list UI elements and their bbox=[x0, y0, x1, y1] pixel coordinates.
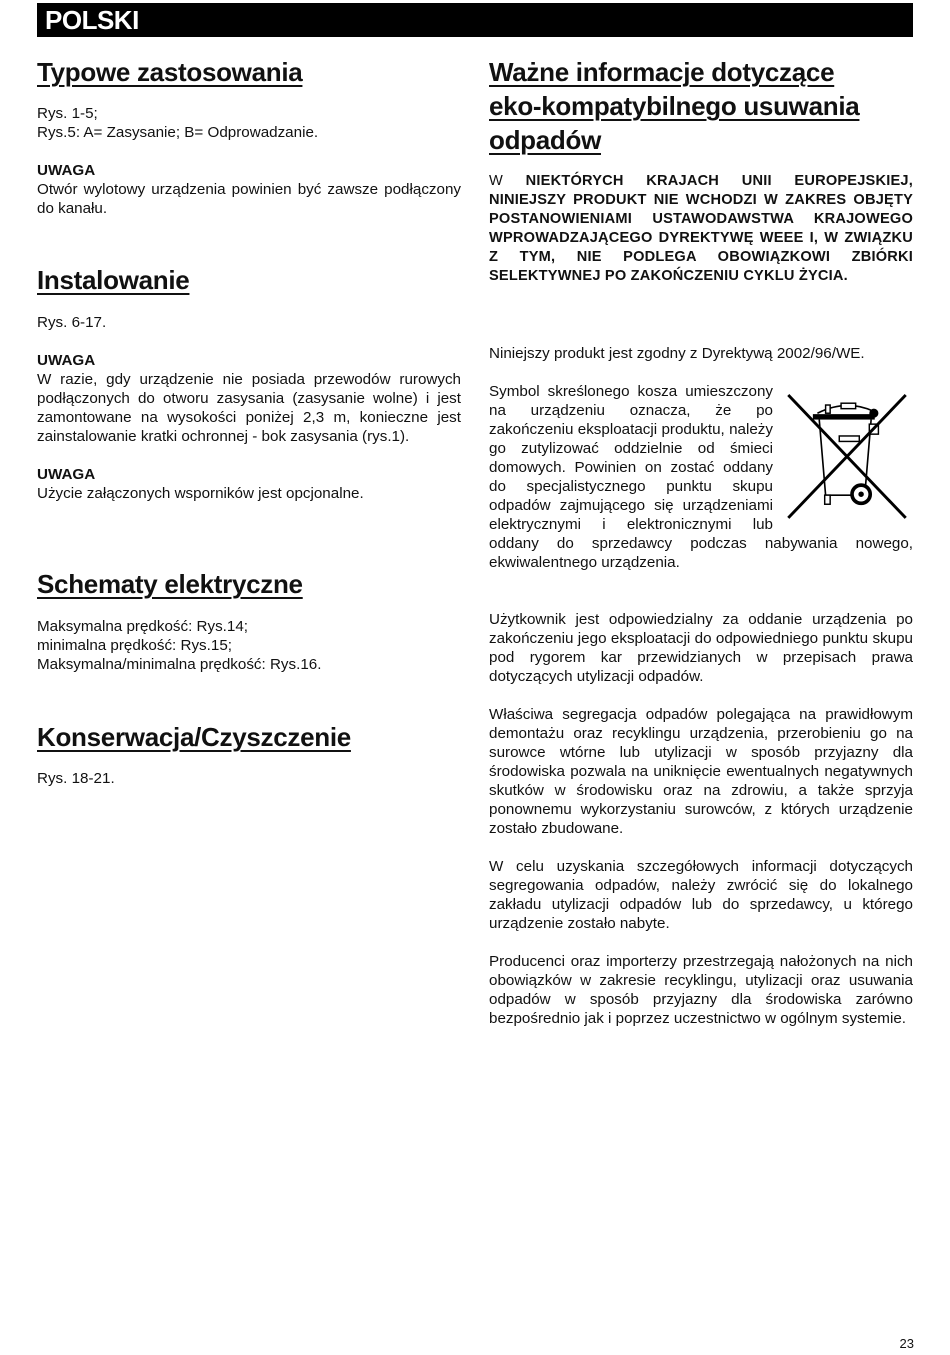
language-label: POLSKI bbox=[45, 5, 139, 35]
heading-disposal-line-2: eko-kompatybilnego usuwania bbox=[489, 91, 860, 121]
language-header-bar bbox=[37, 3, 913, 37]
heading-disposal-line-3: odpadów bbox=[489, 125, 601, 155]
installation-section bbox=[37, 313, 461, 503]
figure-ref: Rys.5: A= Zasysanie; B= Odprowadzanie. bbox=[37, 124, 319, 141]
note-label: UWAGA bbox=[37, 466, 96, 483]
compliance-text: Niniejszy produkt jest zgodny z Dyrektywą 2002/96/WE. bbox=[489, 345, 865, 362]
symbol-explanation: Symbol skreślonego kosza umieszczony na urządzeniu oznacza, że po zakończeniu eksploatacji produktu, należy go zutylizować oddzielnie od śmieci domowych. Powinien on zostać oddany do specjalistycznego punktu skupu odpadów zajmującego się urządzeniami elektrycznymi i elektronicznymi lub oddany do sprzedawcy podczas nabywania nowego, ekwiwalentnego urządzenia. bbox=[489, 383, 913, 571]
crossed-out-wheelie-bin-icon bbox=[781, 382, 913, 530]
figure-ref: Rys. 6-17. bbox=[37, 314, 107, 331]
paragraph-text: Właściwa segregacja odpadów polegająca na prawidłowym demontażu oraz recyklingu urządzenia, przerobieniu go na surowce wtórne lub utylizacji w sposób przyjazny dla środowiska pozwala na uniknięcie ewentualnych negatywnych skutków w środowisku oraz na zdrowiu, a także sprzyja ponownemu wykorzystaniu surowców, z których urządzenie zostało zbudowane. bbox=[489, 706, 913, 837]
warning-first-word: W bbox=[489, 173, 503, 189]
weee-symbol-section bbox=[489, 382, 913, 572]
responsibility-paragraph bbox=[489, 610, 913, 686]
figure-ref: Maksymalna prędkość: Rys.14; bbox=[37, 618, 249, 635]
page-number: 23 bbox=[899, 1336, 914, 1351]
note-label: UWAGA bbox=[37, 352, 96, 369]
paragraph-text: Producenci oraz importerzy przestrzegają nałożonych na nich obowiązków w zakresie recyklingu, utylizacji oraz usuwania odpadów w sposób przyjazny dla środowiska zarówno bezpośrednio jak i poprzez uczestnictwo w ogólnym systemie. bbox=[489, 953, 913, 1027]
maintenance-section bbox=[37, 769, 461, 788]
segregation-paragraph bbox=[489, 705, 913, 838]
paragraph-text: Użytkownik jest odpowiedzialny za oddanie urządzenia po zakończeniu jego eksploatacji do odpowiedniego punktu skupu pod rygorem kar przewidzianych w przepisach prawa dotyczących utylizacji odpadów. bbox=[489, 611, 913, 685]
heading-installation: Instalowanie bbox=[37, 265, 190, 295]
warning-text: NIEKTÓRYCH KRAJACH UNII EUROPEJSKIEJ, NINIEJSZY PRODUKT NIE WCHODZI W ZAKRES OBJĘTY POSTANOWIENIAMI USTAWODAWSTWA KRAJOWEGO WPROWADZAJĄCEGO DYREKTYWĘ WEEE I, W ZWIĄZKU Z TYM, NIE PODLEGA OBOWIĄZKOWI ZBIÓRKI SELEKTYWNEJ PO ZAKOŃCZENIU CYKLU ŻYCIA. bbox=[489, 173, 913, 284]
typical-uses-section bbox=[37, 104, 461, 218]
heading-typical-uses: Typowe zastosowania bbox=[37, 57, 303, 87]
paragraph-text: W celu uzyskania szczegółowych informacji dotyczących segregowania odpadów, należy zwrócić się do lokalnego zakładu utylizacji odpadów lub do sprzedawcy, u którego urządzenie zostało nabyte. bbox=[489, 858, 913, 932]
information-paragraph bbox=[489, 857, 913, 933]
weee-warning bbox=[489, 172, 913, 286]
figure-ref: Rys. 1-5; bbox=[37, 105, 98, 122]
note-label: UWAGA bbox=[37, 162, 96, 179]
note-text: W razie, gdy urządzenie nie posiada przewodów rurowych podłączonych do otworu zasysania (zasysanie wolne) i jest zamontowane na wysokości poniżej 2,3 m, konieczne jest zainstalowanie kratki ochronnej - bok zasysania (rys.1). bbox=[37, 371, 461, 445]
figure-ref: Maksymalna/minimalna prędkość: Rys.16. bbox=[37, 656, 322, 673]
figure-ref: minimalna prędkość: Rys.15; bbox=[37, 637, 232, 654]
producers-paragraph bbox=[489, 952, 913, 1028]
heading-disposal-line-1: Ważne informacje dotyczące bbox=[489, 57, 835, 87]
heading-wiring-diagrams: Schematy elektryczne bbox=[37, 569, 303, 599]
compliance-statement bbox=[489, 344, 913, 363]
wiring-section bbox=[37, 617, 461, 674]
note-text: Otwór wylotowy urządzenia powinien być zawsze podłączony do kanału. bbox=[37, 181, 461, 217]
figure-ref: Rys. 18-21. bbox=[37, 770, 115, 787]
heading-maintenance: Konserwacja/Czyszczenie bbox=[37, 722, 351, 752]
note-text: Użycie załączonych wsporników jest opcjonalne. bbox=[37, 485, 364, 502]
